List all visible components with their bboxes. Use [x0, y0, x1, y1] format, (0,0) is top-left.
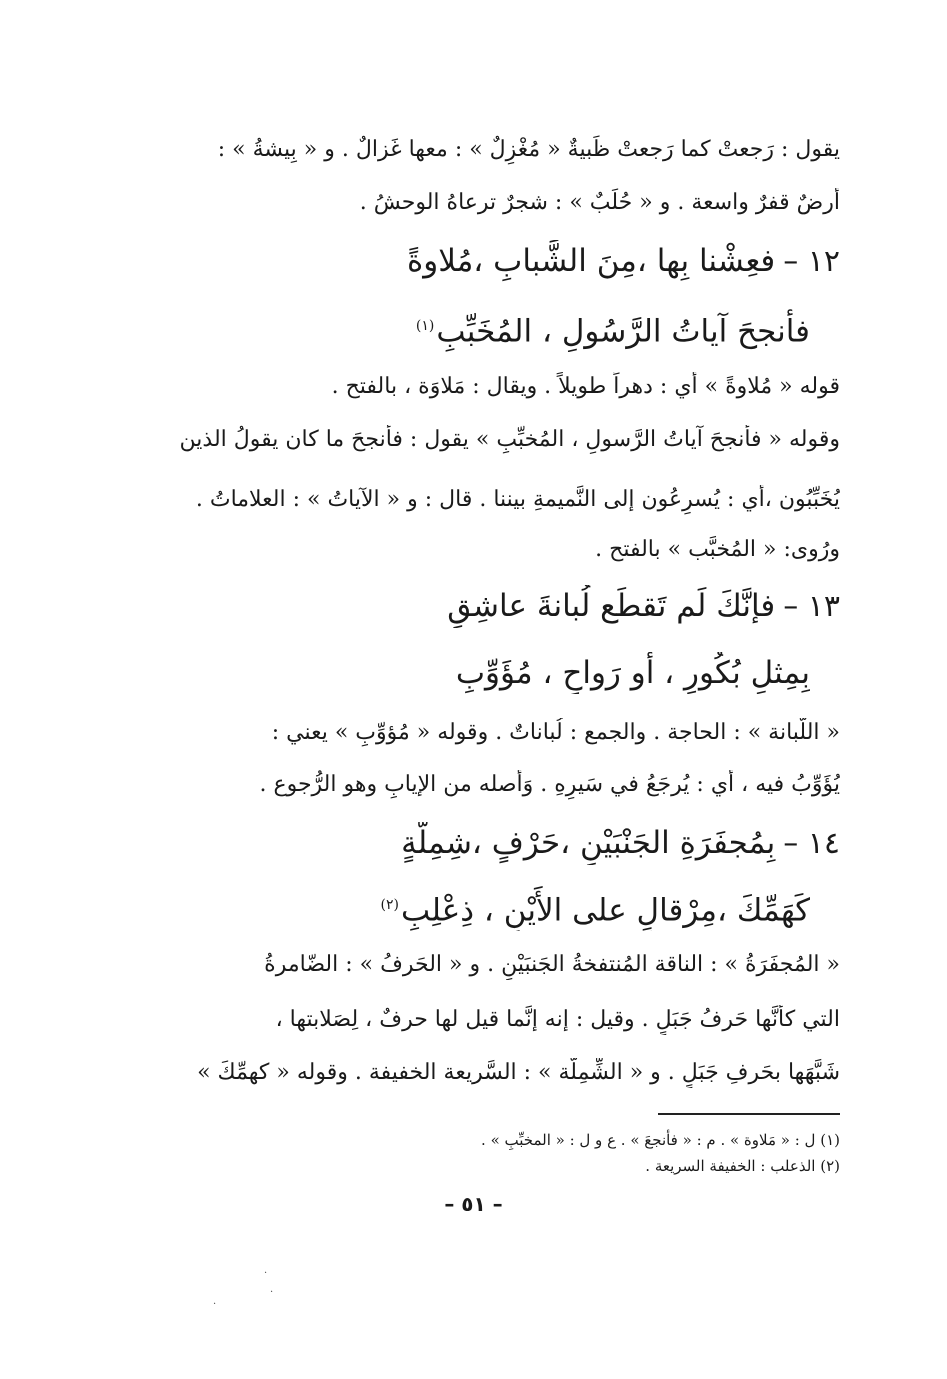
- verse-13-second-hemistich: [120, 652, 810, 694]
- verse-text: بِمُجفَرَةِ الجَنْبَيْنِ ،حَرْفٍ ،شِمِلَّةٍ: [401, 825, 776, 861]
- verse-text: بِمِثلِ بُكُورٍ ، أو رَواحٍ ، مُؤَوِّبِ: [455, 655, 810, 691]
- scan-speck: ·: [270, 1287, 274, 1298]
- commentary-line: ورُوى: « المُخبَّب » بالفتح .: [595, 537, 840, 562]
- page-number: – ٥١ –: [444, 1192, 503, 1216]
- verse-text: فأنجحَ آياتُ الرَّسُولِ ، المُخَبِّبِ: [436, 313, 810, 350]
- verse-13-first-hemistich: [120, 585, 840, 628]
- commentary-line: يقول : رَجعتْ كما رَجعتْ ظَبيةٌ « مُغْزِلٌ » : معها غَزالٌ . و « بِيشةُ » :: [217, 137, 840, 162]
- commentary-line: يُؤَوِّبُ فيه ، أي : يُرجَعُ في سَيرِهِ . وَأصله من الإيابِ وهو الرُّجوع .: [259, 772, 840, 797]
- scan-speck: ·: [264, 1268, 268, 1279]
- verse-14-first-hemistich: [120, 822, 840, 865]
- commentary-line: « اللُّبانة » : الحاجة . والجمع : لُباناتٌ . وقوله « مُؤوِّبِ » يعني :: [271, 720, 840, 745]
- verse-text: فعِشْنا بِها ،مِنَ الشَّبابِ ،مُلاوةً: [406, 243, 776, 279]
- footnote-marker: (١): [415, 318, 435, 334]
- verse-14-second-hemistich: [120, 884, 810, 931]
- verse-12-second-hemistich: [120, 305, 810, 352]
- footnote-divider: [658, 1113, 840, 1115]
- commentary-line: أرضٌ قفرٌ واسعة . و « حُلَبٌ » : شجرٌ ترعاهُ الوحشُ .: [359, 190, 840, 215]
- verse-number: ١٢ –: [783, 244, 840, 279]
- footnote-1: (١) ل : « مَلاوة » . م : « فأنجعَ » . ع و ل : « المخبِّبِ » .: [481, 1131, 840, 1149]
- commentary-line: « المُجفَرَةُ » : الناقة المُنتفخةُ الجَنبَيْنِ . و « الحَرفُ » : الضّامرةُ: [264, 952, 840, 977]
- commentary-line: يُخَبِّبُون ،أي : يُسرِعُون إلى النَّميمةِ بيننا . قال : و « الآياتُ » : العلاماتُ .: [195, 487, 840, 512]
- commentary-line: قوله « مُلاوةً » أي : دهراً طويلاً . ويقال : مَلاوَة ، بالفتح .: [331, 374, 840, 399]
- commentary-line: التي كأنَّها حَرفُ جَبَلٍ . وقيل : إنه إنَّما قيل لها حرفٌ ، لِصَلابتها ،: [275, 1007, 840, 1032]
- commentary-line: شَبَّهَها بحَرفِ جَبَلٍ . و « الشِّمِلَّة » : السَّريعة الخفيفة . وقوله « كهمِّكَ »: [197, 1060, 840, 1085]
- verse-12-first-hemistich: [120, 240, 840, 283]
- verse-number: ١٣ –: [783, 589, 840, 624]
- footnote-marker: (٢): [380, 897, 399, 913]
- verse-text: كَهَمِّكَ ،مِرْقالٍ على الأَيْنِ ، ذِعْلِبِ: [401, 892, 810, 929]
- commentary-line: وقوله « فأنجحَ آياتُ الرَّسولِ ، المُخبِّبِ » يقول : فأنجحَ ما كان يقولُ الذين: [179, 427, 840, 452]
- footnote-2: (٢) الذعلب : الخفيفة السريعة .: [645, 1157, 840, 1175]
- scan-speck: ·: [213, 1299, 217, 1310]
- verse-text: فإنَّكَ لَم تَقطَع لُبانةَ عاشِقٍ: [447, 588, 776, 624]
- verse-number: ١٤ –: [783, 826, 840, 861]
